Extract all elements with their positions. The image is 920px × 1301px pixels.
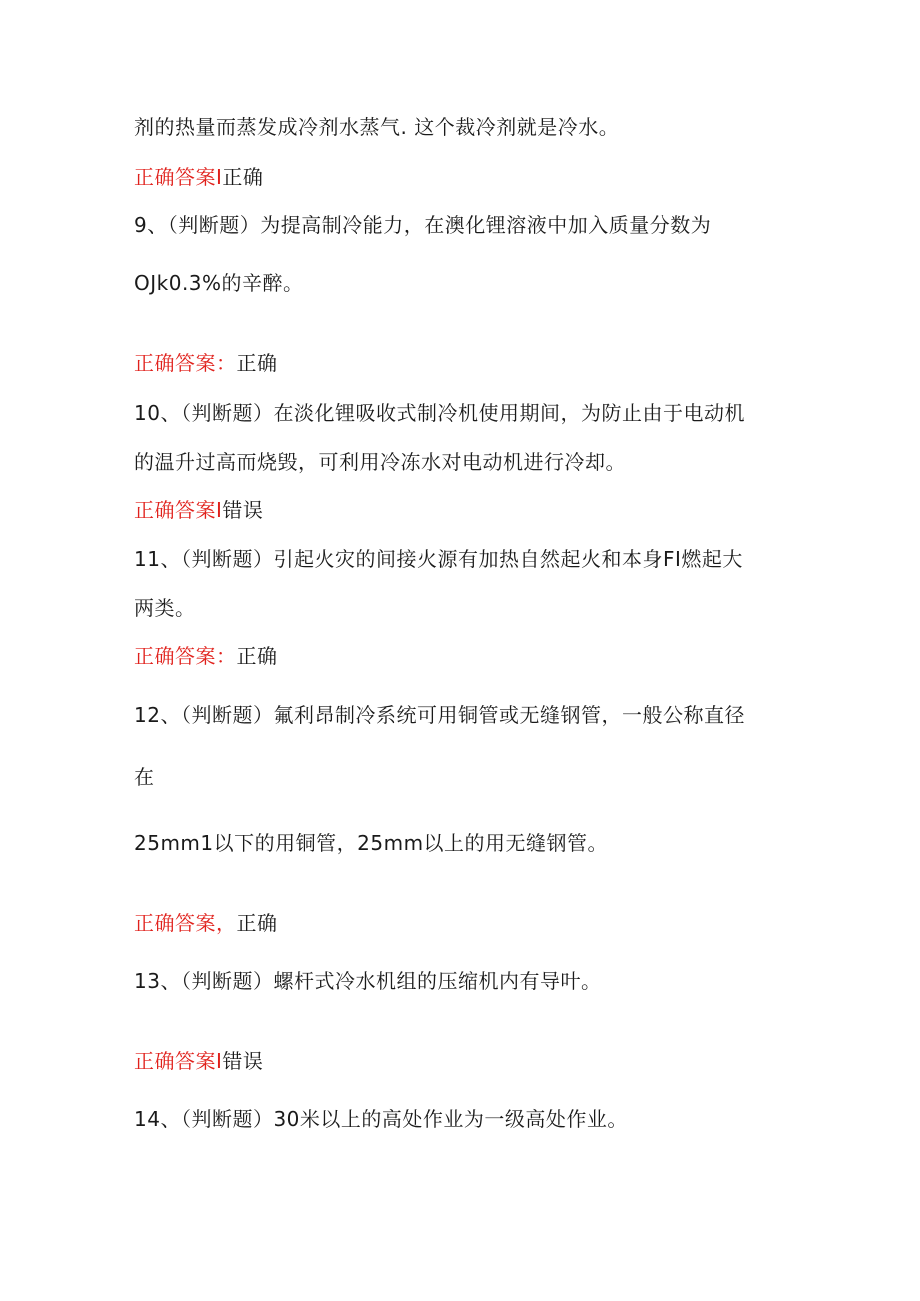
- answer-value: 错误: [222, 1049, 264, 1073]
- answer-line: [134, 350, 278, 376]
- answer-value: 错误: [222, 498, 264, 522]
- question-line: 13、（判断题）螺杆式冷水机组的压缩机内有导叶。: [134, 969, 602, 993]
- question-line: 11、（判断题）引起火灾的间接火源有加热自然起火和本身FI燃起大: [134, 547, 743, 571]
- answer-line: [134, 497, 263, 523]
- answer-value: 正确: [222, 165, 264, 189]
- answer-label: 正确答案I: [134, 498, 223, 522]
- answer-line: [134, 164, 263, 190]
- question-line: OJk0.3%的辛醉。: [134, 271, 304, 295]
- question-line: 在: [134, 765, 155, 789]
- answer-value: 正确: [236, 644, 278, 668]
- answer-line: [134, 1048, 263, 1074]
- text-line: 剂的热量而蒸发成冷剂水蒸气. 这个裁冷剂就是冷水。: [134, 115, 620, 139]
- answer-label: 正确答案I: [134, 1049, 223, 1073]
- question-line: 10、（判断题）在淡化锂吸收式制冷机使用期间，为防止由于电动机: [134, 401, 745, 425]
- question-line: 9、（判断题）为提高制冷能力，在澳化锂溶液中加入质量分数为: [134, 213, 712, 237]
- answer-value: 正确: [236, 351, 278, 375]
- answer-value: 正确: [236, 911, 278, 935]
- answer-line: [134, 643, 278, 669]
- question-line: 的温升过高而烧毁，可利用冷冻水对电动机进行冷却。: [134, 450, 626, 474]
- answer-label: 正确答案，: [134, 911, 237, 935]
- answer-label: 正确答案：: [134, 644, 237, 668]
- question-line: 25mm1以下的用铜管，25mm以上的用无缝钢管。: [134, 831, 609, 855]
- answer-label: 正确答案I: [134, 165, 223, 189]
- question-line: 两类。: [134, 596, 196, 620]
- question-line: 14、（判断题）30米以上的高处作业为一级高处作业。: [134, 1107, 628, 1131]
- question-line: 12、（判断题）氟利昂制冷系统可用铜管或无缝钢管，一般公称直径: [134, 703, 745, 727]
- answer-line: [134, 910, 278, 936]
- answer-label: 正确答案：: [134, 351, 237, 375]
